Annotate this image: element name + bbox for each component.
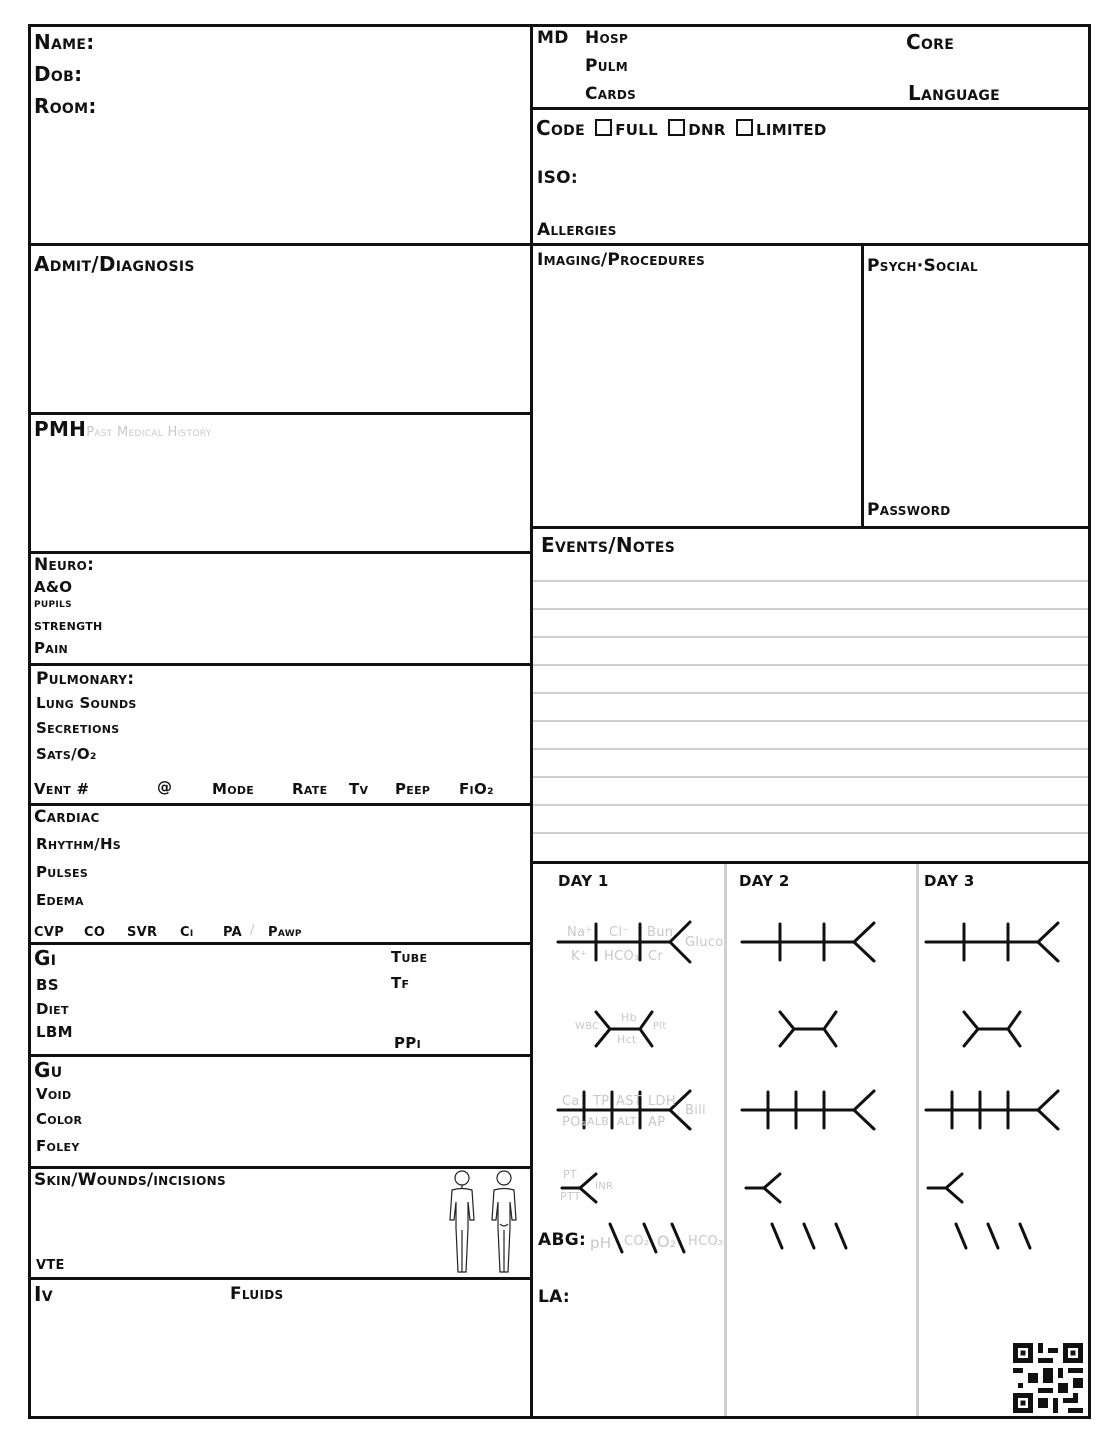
pmh-label: PMH: [34, 417, 87, 441]
abg-hco3: HCO₃: [688, 1234, 724, 1249]
abg-dividers-day2-icon: [770, 1222, 850, 1252]
day-2-label: DAY 2: [739, 872, 790, 890]
notes-line: [533, 832, 1088, 834]
lft-po4: PO₄: [562, 1115, 587, 1130]
language-label: Language: [908, 81, 1001, 105]
gi-item: Diet: [36, 1000, 69, 1018]
cbc-fishbone-day2-icon: [780, 1010, 840, 1048]
notes-line: [533, 804, 1088, 806]
coag-pt: PT: [563, 1168, 577, 1181]
pmh-hint: Past Medical History: [86, 425, 212, 440]
vent-rate: Rate: [292, 780, 328, 798]
notes-line: [533, 636, 1088, 638]
name-label: Name:: [34, 30, 95, 54]
day-1-label: DAY 1: [558, 872, 609, 890]
hemo-slash: /: [250, 923, 255, 938]
vent-fio2: FiO₂: [459, 780, 494, 798]
core-label: Core: [906, 30, 955, 54]
day-divider: [916, 864, 919, 1416]
gi-ppi: PPi: [394, 1034, 421, 1052]
skin-title: Skin/Wounds/incisions: [34, 1170, 226, 1190]
lft-ap: AP: [648, 1115, 666, 1130]
neuro-box: [28, 551, 533, 666]
cardiac-item: Pulses: [36, 863, 89, 881]
lft-bili: Bili: [685, 1103, 706, 1118]
vte-label: VTE: [36, 1258, 65, 1273]
password-label: Password: [867, 500, 951, 520]
vent-tv: Tv: [349, 780, 369, 798]
md-label: MD: [537, 28, 569, 48]
allergies-label: Allergies: [537, 220, 617, 240]
day-3-label: DAY 3: [924, 872, 975, 890]
patient-id-box: [28, 24, 533, 246]
coag-fishbone-day3-icon: [928, 1172, 966, 1204]
vent-at: @: [157, 778, 173, 796]
code-label: Code: [536, 116, 585, 140]
bmp-na: Na⁺: [567, 925, 593, 940]
hemo-svr: SVR: [127, 925, 158, 940]
neuro-item: A&O: [34, 578, 73, 596]
lft-ast: AST: [616, 1094, 642, 1109]
admit-title: Admit/Diagnosis: [34, 252, 195, 276]
code-status-row: [536, 116, 827, 140]
lft-tp: TP: [593, 1094, 610, 1109]
bmp-fishbone-day3-icon: [926, 920, 1062, 964]
dob-label: Dob:: [34, 62, 83, 86]
lft-fishbone-day3-icon: [926, 1088, 1062, 1132]
gu-item: Color: [36, 1110, 83, 1128]
abg-label: ABG:: [538, 1230, 587, 1250]
psych-box: [861, 243, 1091, 529]
lft-ldh: LDH: [648, 1094, 676, 1109]
dnr-option: DNR: [688, 121, 726, 139]
bmp-bun: Bun: [647, 925, 674, 940]
cbc-plt: Plt: [653, 1021, 667, 1032]
vent-label: Vent #: [34, 780, 90, 798]
lft-fishbone-day2-icon: [742, 1088, 878, 1132]
gu-title: Gu: [34, 1058, 63, 1082]
limited-option: LIMITED: [755, 121, 827, 139]
notes-line: [533, 748, 1088, 750]
bmp-fishbone-day2-icon: [742, 920, 878, 964]
vent-peep: Peep: [395, 780, 431, 798]
notes-line: [533, 664, 1088, 666]
neuro-item: strength: [34, 616, 103, 634]
hemo-pawp: Pawp: [268, 925, 302, 940]
lft-alt: ALT: [617, 1115, 637, 1128]
cardiac-box: [28, 803, 533, 945]
bmp-cr: Cr: [648, 949, 664, 964]
hemo-cvp: CVP: [34, 925, 65, 940]
lft-ca: Ca: [562, 1094, 580, 1109]
iv-title: Iv: [34, 1282, 53, 1306]
pulm-label: Pulm: [585, 56, 628, 76]
gi-tf: Tf: [391, 974, 410, 992]
gu-item: Void: [36, 1085, 72, 1103]
neuro-title: Neuro:: [34, 555, 95, 575]
qr-code-icon[interactable]: [1013, 1343, 1083, 1413]
gi-box: [28, 942, 533, 1057]
day-divider: [724, 864, 727, 1416]
imaging-title: Imaging/Procedures: [537, 250, 706, 270]
fluids-label: Fluids: [230, 1284, 284, 1304]
cards-label: Cards: [585, 84, 637, 104]
hemo-co: CO: [84, 925, 106, 940]
abg-dividers-icon: [608, 1222, 688, 1256]
pmh-title: [34, 417, 212, 441]
coag-ptt: PTT: [560, 1190, 581, 1203]
events-box: [530, 526, 1091, 864]
gi-title: Gi: [34, 946, 57, 970]
imaging-box: [530, 243, 864, 529]
coag-inr: INR: [595, 1181, 614, 1192]
bmp-cl: Cl⁻: [609, 925, 630, 940]
abg-co2: CO₂: [624, 1234, 650, 1249]
notes-line: [533, 692, 1088, 694]
full-checkbox[interactable]: [595, 119, 612, 136]
body-diagram-icon: [440, 1168, 528, 1276]
pulmonary-item: Sats/O₂: [36, 745, 97, 763]
neuro-item: Pain: [34, 639, 69, 657]
lft-alb: ALB: [587, 1115, 610, 1128]
vent-mode: Mode: [212, 780, 255, 798]
abg-ph: pH: [590, 1234, 612, 1252]
cbc-hct: Hct: [617, 1033, 637, 1046]
coag-fishbone-day2-icon: [746, 1172, 784, 1204]
pulmonary-item: Lung Sounds: [36, 694, 137, 712]
gi-item: LBM: [36, 1023, 73, 1041]
bmp-k: K⁺: [571, 949, 587, 964]
iso-label: ISO:: [537, 168, 579, 188]
gu-box: [28, 1054, 533, 1169]
hemo-ci: Ci: [180, 925, 194, 940]
notes-line: [533, 776, 1088, 778]
cbc-hb: Hb: [621, 1011, 637, 1024]
gu-item: Foley: [36, 1137, 80, 1155]
abg-dividers-day3-icon: [954, 1222, 1034, 1252]
cardiac-title: Cardiac: [34, 807, 100, 827]
abg-o2: O₂: [657, 1232, 677, 1251]
hemo-pa: PA: [223, 925, 242, 940]
bmp-hco3: HCO₃: [604, 949, 640, 964]
notes-line: [533, 720, 1088, 722]
notes-line: [533, 608, 1088, 610]
cardiac-item: Rhythm/Hs: [36, 835, 122, 853]
gi-tube: Tube: [391, 948, 428, 966]
room-label: Room:: [34, 94, 97, 118]
cbc-wbc: WBC: [575, 1021, 600, 1032]
events-title: Events/Notes: [541, 533, 676, 557]
full-option: FULL: [615, 121, 658, 139]
pulmonary-item: Secretions: [36, 719, 120, 737]
neuro-item: pupils: [34, 596, 72, 611]
dnr-checkbox[interactable]: [668, 119, 685, 136]
limited-checkbox[interactable]: [736, 119, 753, 136]
pulmonary-title: Pulmonary:: [36, 669, 135, 689]
psych-title: Psych·Social: [867, 256, 978, 276]
la-label: LA:: [538, 1287, 571, 1307]
hosp-label: Hosp: [585, 28, 629, 48]
gi-item: BS: [36, 976, 59, 994]
notes-line: [533, 580, 1088, 582]
bmp-gluco: Gluco: [685, 935, 724, 950]
cbc-fishbone-day3-icon: [964, 1010, 1024, 1048]
cardiac-item: Edema: [36, 891, 84, 909]
